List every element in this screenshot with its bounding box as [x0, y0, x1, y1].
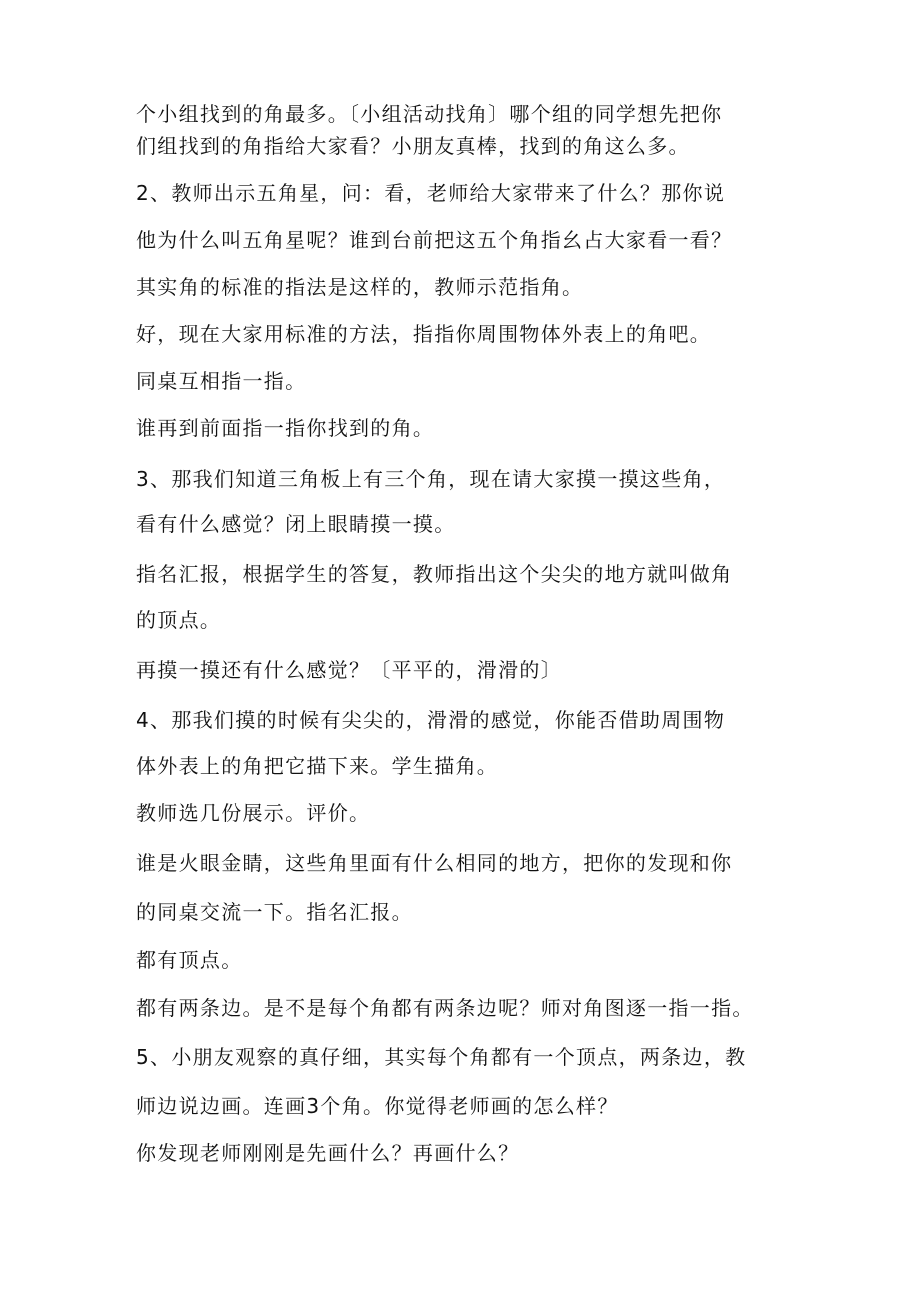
text-line: 的同桌交流一下。指名汇报。: [136, 900, 413, 924]
text-line: 谁再到前面指一指你找到的角。: [136, 416, 435, 440]
text-line: 好，现在大家用标准的方法，指指你周围物体外表上的角吧。: [136, 322, 712, 346]
text-line: 个小组找到的角最多。〔小组活动找角〕哪个组的同学想先把你: [136, 102, 723, 126]
text-line: 他为什么叫五角星呢？谁到台前把这五个角指幺占大家看一看？: [136, 228, 733, 252]
text-line: 4、那我们摸的时候有尖尖的，滑滑的感觉，你能否借助周围物: [136, 708, 726, 732]
text-line: 教师选几份展示。评价。: [136, 801, 371, 825]
text-line: 同桌互相指一指。: [136, 369, 307, 393]
text-line: 都有两条边。是不是每个角都有两条边呢？师对角图逐一指一指。: [136, 996, 754, 1020]
text-line: 们组找到的角指给大家看？小朋友真棒，找到的角这么多。: [136, 134, 690, 158]
text-line: 师边说边画。连画3个角。你觉得老师画的怎么样？: [136, 1094, 619, 1118]
text-line: 指名汇报，根据学生的答复，教师指出这个尖尖的地方就叫做角: [136, 562, 733, 586]
text-line: 谁是火眼金睛，这些角里面有什么相同的地方，把你的发现和你: [136, 851, 733, 875]
text-line: 看有什么感觉？闭上眼睛摸一摸。: [136, 512, 456, 536]
text-line: 其实角的标准的指法是这样的，教师示范指角。: [136, 275, 584, 299]
text-line: 5、小朋友观察的真仔细，其实每个角都有一个顶点，两条边，教: [136, 1045, 747, 1069]
text-line: 再摸一摸还有什么感觉？〔平平的，滑滑的〕: [136, 658, 562, 682]
text-line: 3、那我们知道三角板上有三个角，现在请大家摸一摸这些角，: [136, 467, 726, 491]
text-line: 你发现老师刚刚是先画什么？再画什么？: [136, 1141, 520, 1165]
text-line: 的顶点。: [136, 608, 222, 632]
text-line: 2、教师出示五角星，问：看，老师给大家带来了什么？那你说: [136, 181, 726, 205]
text-line: 都有顶点。: [136, 948, 243, 972]
text-line: 体外表上的角把它描下来。学生描角。: [136, 754, 499, 778]
